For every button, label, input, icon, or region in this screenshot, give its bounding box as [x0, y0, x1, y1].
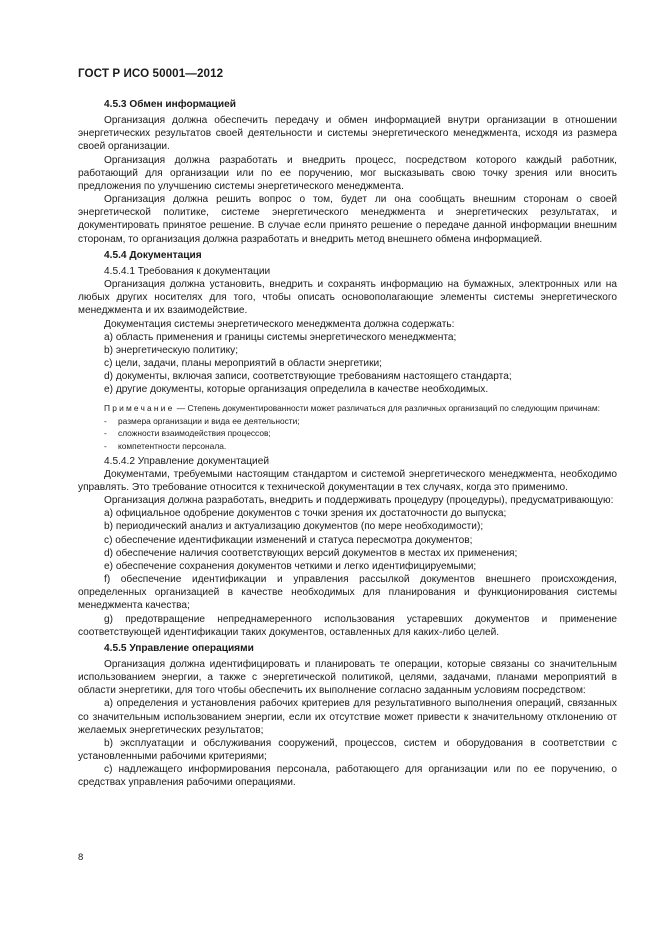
list-item: d) обеспечение наличия соответствующих версий документов в местах их применения; [104, 547, 518, 559]
paragraph: Организация должна решить вопрос о том, будет ли она сообщать внешним сторонам о своей энергетической политике, системе энергетического менеджмента и энергетических результатах, и документировать принятое решение. В случае если принято решение о передаче данной информации внешним сторонам, то организация должна разработать и внедрить метод внешнего обмена информацией. [78, 194, 617, 245]
list-item: c) цели, задачи, планы мероприятий в области энергетики; [104, 357, 382, 369]
page-number: 8 [78, 852, 84, 863]
list-item: b) энергетическую политику; [104, 344, 239, 356]
section-heading-4-5-4: 4.5.4 Документация [104, 249, 202, 261]
note-list-item: - компетентности персонала. [104, 441, 227, 452]
paragraph: Документация системы энергетического менеджмента должна содержать: [104, 318, 455, 330]
note-text: — Степень документированности может различаться для различных организаций по следующим причинам: [174, 403, 600, 414]
note [78, 402, 617, 414]
page-content [78, 95, 617, 790]
paragraph: Организация должна обеспечить передачу и обмен информацией внутри организации в отношении энергетических результатов своей деятельности и системы энергетического менеджмента, исходя из размера своей организации. [78, 115, 617, 153]
paragraph: Организация должна разработать и внедрить процесс, посредством которого каждый работник, работающий для организации или по ее поручению, мог высказывать свою точку зрения или вносить предложения по улучшению системы энергетического менеджмента. [78, 154, 617, 192]
note-list-item: - сложности взаимодействия процессов; [104, 428, 271, 439]
paragraph: Документами, требуемыми настоящим стандартом и системой энергетического менеджмента, необходимо управлять. Это требование относится к технической документации в тех случаях, когда это применимо. [78, 468, 617, 493]
list-item: b) периодический анализ и актуализацию документов (по мере необходимости); [104, 521, 484, 533]
paragraph: Организация должна разработать, внедрить и поддерживать процедуру (процедуры), предусматривающую: [104, 495, 614, 507]
list-item: e) обеспечение сохранения документов четкими и легко идентифицируемыми; [104, 560, 477, 572]
list-item: e) другие документы, которые организация определила в качестве необходимых. [104, 384, 489, 396]
list-item: f) обеспечение идентификации и управления рассылкой документов внешнего происхождения, определенных организацией в качестве необходимых для планирования и функционирования системы менеджмента качества; [78, 574, 617, 612]
note-list-item: - размера организации и вида ее деятельности; [104, 415, 300, 426]
page-header: ГОСТ Р ИСО 50001—2012 [78, 67, 224, 80]
paragraph: Организация должна установить, внедрить и сохранять информацию на бумажных, электронных или на любых других носителях для того, чтобы описать основополагающие элементы системы энергетического менеджмента и их взаимодействие. [78, 279, 617, 317]
list-item: a) область применения и границы системы энергетического менеджмента; [104, 331, 457, 343]
list-item: c) надлежащего информирования персонала, работающего для организации или по ее поручению, о средствах управления рабочими операциями. [78, 764, 617, 789]
section-heading-4-5-3: 4.5.3 Обмен информацией [104, 99, 236, 110]
list-item: g) предотвращение непреднамеренного использования устаревших документов и применение соответствующей идентификации таких документов, оставленных для каких-либо целей. [78, 613, 617, 638]
list-item: a) определения и установления рабочих критериев для результативного выполнения операций, связанных со значительным использованием энергии, если их отсутствие может привести к значительному отклонению от желаемых энергетических результатов; [78, 698, 617, 736]
list-item: b) эксплуатации и обслуживания сооружений, процессов, систем и оборудования в соответствии с установленными рабочими критериями; [78, 737, 617, 763]
list-item: a) официальное одобрение документов с точки зрения их достаточности до выпуска; [104, 508, 507, 520]
subsection-heading-4-5-4-2: 4.5.4.2 Управление документацией [104, 455, 269, 467]
note-label: Примечание [104, 403, 175, 414]
section-heading-4-5-5: 4.5.5 Управление операциями [104, 642, 254, 654]
subsection-heading-4-5-4-1: 4.5.4.1 Требования к документации [104, 265, 271, 277]
list-item: c) обеспечение идентификации изменений и статуса пересмотра документов; [104, 534, 473, 546]
paragraph: Организация должна идентифицировать и планировать те операции, которые связаны со значительным использованием энергии, а также с энергетической политикой, целями, задачами, планами мероприятий в области энергетики, для того чтобы обеспечить их выполнение согласно заданным условиям посредством: [78, 658, 617, 697]
list-item: d) документы, включая записи, соответствующие требованиям настоящего стандарта; [104, 371, 512, 383]
